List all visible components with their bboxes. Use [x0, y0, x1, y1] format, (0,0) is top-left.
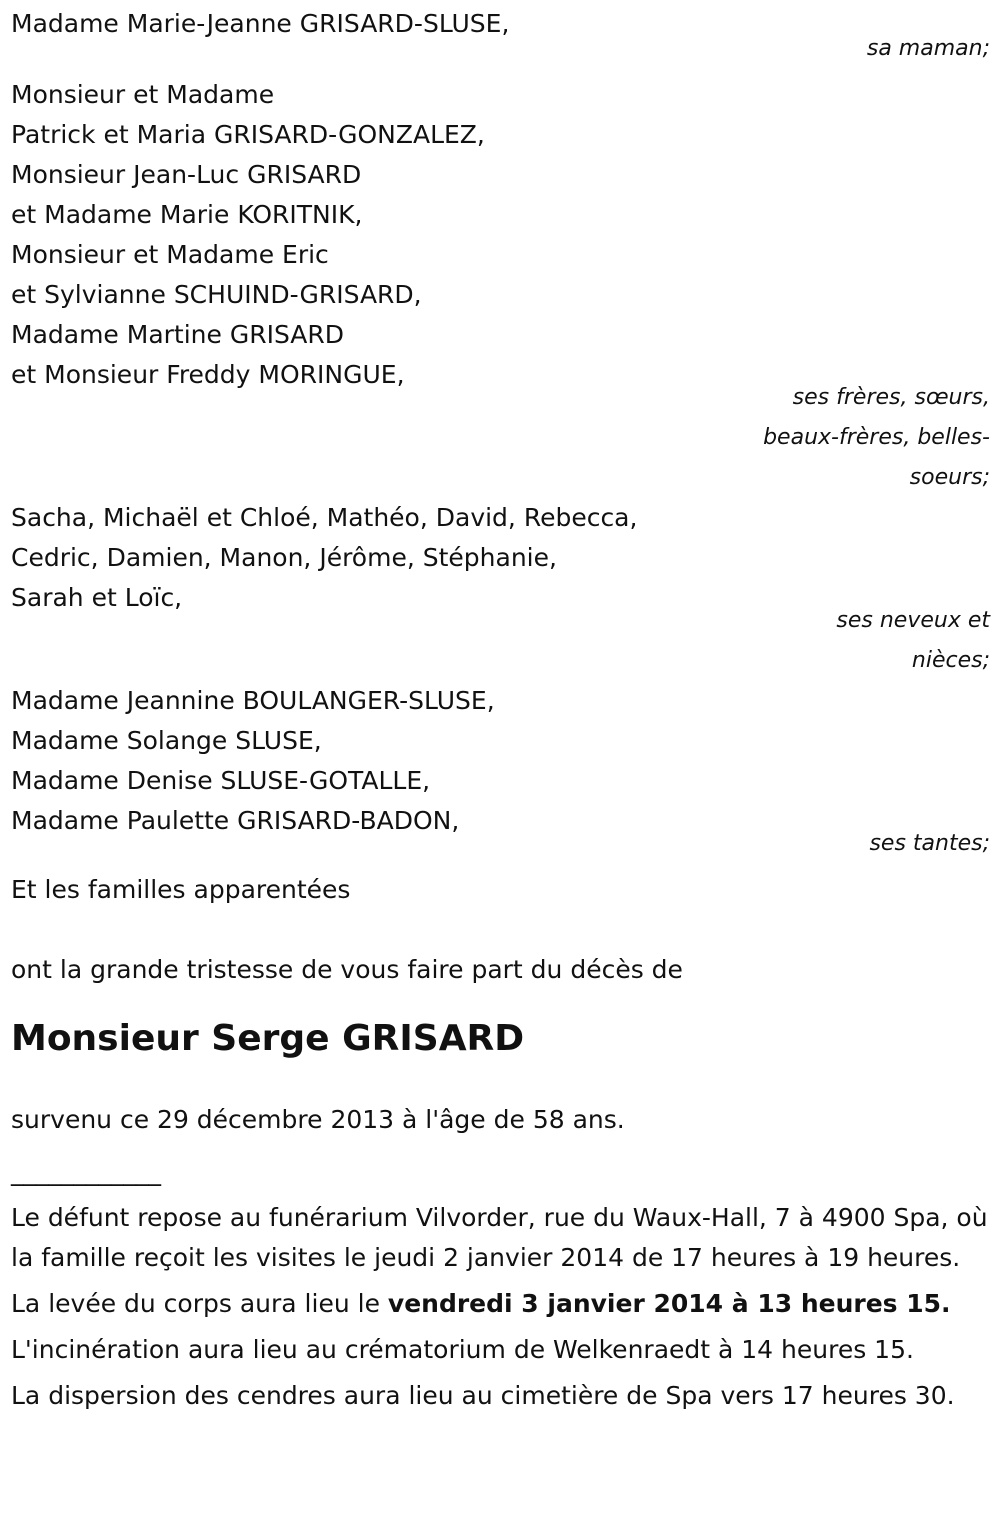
- sibling-line: Monsieur Jean-Luc GRISARD: [11, 160, 362, 189]
- families-line: Et les familles apparentées: [11, 875, 351, 904]
- relation-label-siblings: soeurs;: [909, 465, 990, 490]
- relation-label-mother: sa maman;: [866, 36, 990, 61]
- sibling-line: Patrick et Maria GRISARD-GONZALEZ,: [11, 120, 485, 149]
- levee-paragraph: [11, 1284, 990, 1324]
- mother-section: [11, 4, 990, 69]
- aunt-line: Madame Solange SLUSE,: [11, 726, 322, 755]
- aunt-line: Madame Denise SLUSE-GOTALLE,: [11, 766, 431, 795]
- dispersion-paragraph: La dispersion des cendres aura lieu au cimetière de Spa vers 17 heures 30.: [11, 1381, 955, 1410]
- separator-line: ____________: [11, 1157, 161, 1186]
- sibling-line: et Sylvianne SCHUIND-GRISARD,: [11, 280, 422, 309]
- deceased-name: Monsieur Serge GRISARD: [11, 1018, 525, 1059]
- sibling-line: Monsieur et Madame: [11, 80, 275, 109]
- relation-label-siblings: beaux-frères, belles-: [763, 425, 990, 450]
- aunts-section: [11, 681, 990, 864]
- mother-name: Madame Marie-Jeanne GRISARD-SLUSE,: [11, 9, 510, 38]
- relation-label-siblings: ses frères, sœurs,: [792, 385, 990, 410]
- siblings-section: [11, 75, 990, 498]
- announcement-text: ont la grande tristesse de vous faire part du décès de: [11, 955, 683, 984]
- nephews-section: [11, 498, 990, 681]
- aunt-line: Madame Jeannine BOULANGER-SLUSE,: [11, 686, 495, 715]
- relation-label-nephews: ses neveux et: [836, 608, 990, 633]
- nephew-line: Cedric, Damien, Manon, Jérôme, Stéphanie,: [11, 543, 557, 572]
- aunt-line: Madame Paulette GRISARD-BADON,: [11, 806, 460, 835]
- repose-paragraph: Le défunt repose au funérarium Vilvorder, rue du Waux-Hall, 7 à 4900 Spa, où la famille reçoit les visites le jeudi 2 janvier 2014 de 17 heures à 19 heures.: [11, 1203, 988, 1272]
- nephew-line: Sacha, Michaël et Chloé, Mathéo, David, Rebecca,: [11, 503, 638, 532]
- levee-text: La levée du corps aura lieu le: [11, 1289, 388, 1318]
- obituary-notice: [11, 4, 990, 1422]
- nephew-line: Sarah et Loïc,: [11, 583, 183, 612]
- relation-label-nephews: nièces;: [911, 648, 990, 673]
- sibling-line: Madame Martine GRISARD: [11, 320, 345, 349]
- incineration-paragraph: L'incinération aura lieu au crématorium de Welkenraedt à 14 heures 15.: [11, 1335, 914, 1364]
- sibling-line: et Madame Marie KORITNIK,: [11, 200, 363, 229]
- levee-date-time: vendredi 3 janvier 2014 à 13 heures 15.: [387, 1289, 951, 1318]
- death-info: survenu ce 29 décembre 2013 à l'âge de 58 ans.: [11, 1105, 625, 1134]
- relation-label-aunts: ses tantes;: [869, 831, 990, 856]
- sibling-line: et Monsieur Freddy MORINGUE,: [11, 360, 405, 389]
- sibling-line: Monsieur et Madame Eric: [11, 240, 329, 269]
